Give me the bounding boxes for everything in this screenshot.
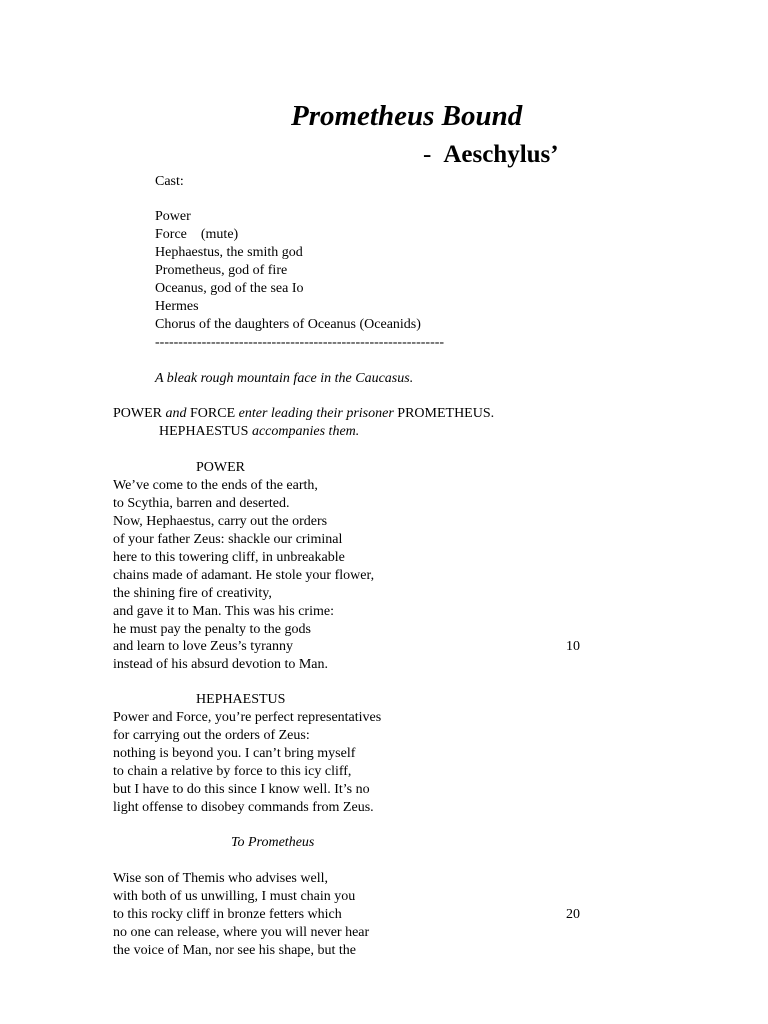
verse-line: Now, Hephaestus, carry out the orders xyxy=(113,514,328,529)
play-title: Prometheus Bound xyxy=(291,100,523,132)
direction-text: enter leading their prisoner xyxy=(238,406,394,421)
verse-line: for carrying out the orders of Zeus: xyxy=(113,728,310,743)
verse-line: We’ve come to the ends of the earth, xyxy=(113,478,318,493)
author-name: Aeschylus’ xyxy=(443,141,559,168)
cast-item: Hermes xyxy=(155,299,199,314)
verse-line: he must pay the penalty to the gods xyxy=(113,622,311,637)
cast-heading: Cast: xyxy=(155,174,184,189)
verse-line: to this rocky cliff in bronze fetters which xyxy=(113,907,342,922)
verse-line: light offense to disobey commands from Zeus. xyxy=(113,800,374,815)
author-dash: - xyxy=(423,141,432,168)
verse-line: chains made of adamant. He stole your flower, xyxy=(113,568,375,583)
verse-line: to chain a relative by force to this icy cliff, xyxy=(113,764,352,779)
verse-line: the shining fire of creativity, xyxy=(113,586,272,601)
cast-item: Force (mute) xyxy=(155,227,239,242)
verse-line: Wise son of Themis who advises well, xyxy=(113,871,328,886)
verse-line: with both of us unwilling, I must chain you xyxy=(113,889,356,904)
direction-text: accompanies them. xyxy=(251,424,360,439)
cast-item: Power xyxy=(155,209,191,224)
cast-item: Prometheus, god of fire xyxy=(155,263,288,278)
verse-line: here to this towering cliff, in unbreakable xyxy=(113,550,345,565)
verse-line: no one can release, where you will never hear xyxy=(113,925,370,940)
verse-line: and learn to love Zeus’s tyranny xyxy=(113,639,294,654)
direction-word: and xyxy=(165,406,187,421)
speaker-name: HEPHAESTUS xyxy=(196,692,286,707)
verse-line: and gave it to Man. This was his crime: xyxy=(113,604,334,619)
cast-item: Oceanus, god of the sea Io xyxy=(155,281,304,296)
character-name: POWER xyxy=(113,406,162,421)
verse-line: instead of his absurd devotion to Man. xyxy=(113,657,329,672)
speaker-name: POWER xyxy=(196,460,245,475)
stage-direction-continued xyxy=(159,423,359,441)
cast-item: Hephaestus, the smith god xyxy=(155,245,303,260)
character-name: PROMETHEUS. xyxy=(397,406,495,421)
cast-item: Chorus of the daughters of Oceanus (Oceanids) xyxy=(155,317,421,332)
aside-direction: To Prometheus xyxy=(231,835,315,850)
character-name: FORCE xyxy=(190,406,236,421)
verse-line: Power and Force, you’re perfect representatives xyxy=(113,710,382,725)
verse-line: of your father Zeus: shackle our criminal xyxy=(113,532,343,547)
verse-line: but I have to do this since I know well. It’s no xyxy=(113,782,370,797)
verse-line: to Scythia, barren and deserted. xyxy=(113,496,290,511)
line-number: 20 xyxy=(566,907,580,922)
verse-line: the voice of Man, nor see his shape, but the xyxy=(113,943,356,958)
character-name: HEPHAESTUS xyxy=(159,424,249,439)
stage-direction xyxy=(113,405,494,423)
play-author xyxy=(423,139,559,171)
verse-line: nothing is beyond you. I can’t bring myself xyxy=(113,746,356,761)
line-number: 10 xyxy=(566,639,580,654)
separator-line: -------------------------------------------------------------- xyxy=(155,335,445,350)
setting-description: A bleak rough mountain face in the Caucasus. xyxy=(155,371,414,386)
